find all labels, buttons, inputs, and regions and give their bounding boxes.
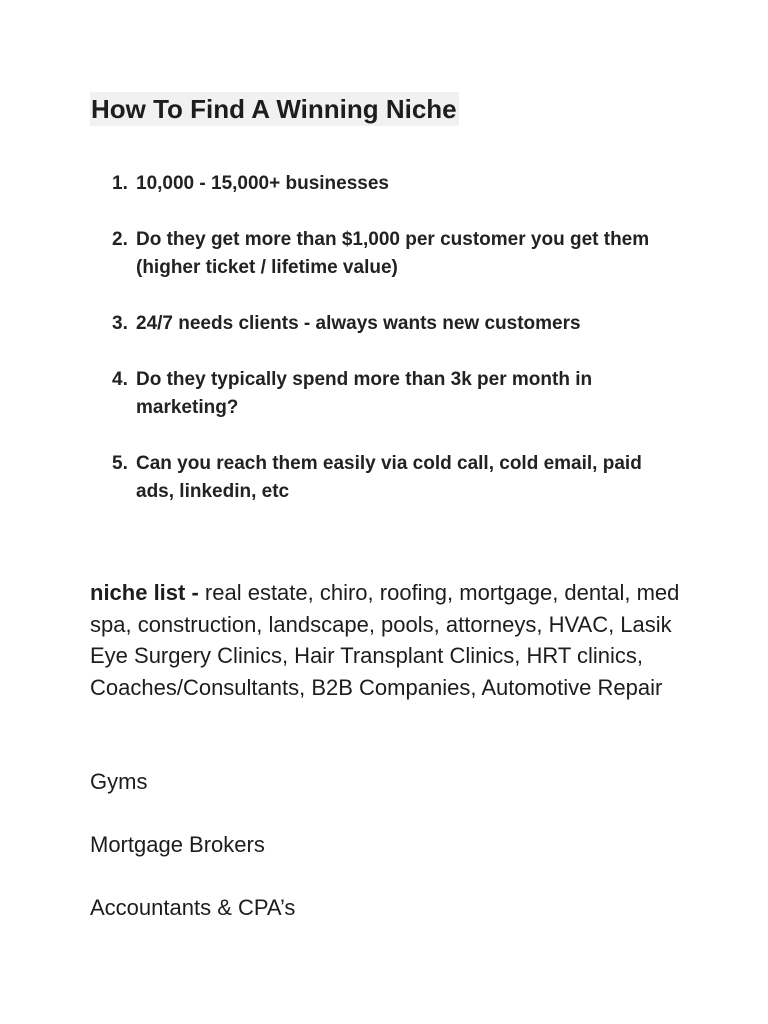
page-title: How To Find A Winning Niche bbox=[91, 94, 457, 124]
list-item-text: 24/7 needs clients - always wants new customers bbox=[136, 313, 581, 334]
list-item bbox=[112, 226, 672, 282]
list-item-number: 4. bbox=[112, 369, 128, 390]
list-item-number: 1. bbox=[112, 173, 128, 194]
list-item-text: 10,000 - 15,000+ businesses bbox=[136, 173, 389, 194]
niche-list-text: real estate, chiro, roofing, mortgage, dental, med spa, construction, landscape, pools, attorneys, HVAC, Lasik Eye Surgery Clinics, Hair Transplant Clinics, HRT clinics, Coaches/Consultants, B2B Companies, Automotive Repair bbox=[90, 580, 680, 700]
niche-list-label: niche list - bbox=[90, 580, 199, 605]
niche-accountants: Accountants & CPA’s bbox=[90, 895, 296, 920]
list-item bbox=[112, 310, 672, 338]
list-item bbox=[112, 450, 672, 506]
list-item-text: Do they typically spend more than 3k per month in marketing? bbox=[136, 369, 593, 418]
list-item bbox=[112, 170, 672, 198]
niche-gyms: Gyms bbox=[90, 769, 148, 794]
niche-list-paragraph bbox=[90, 577, 690, 703]
list-item-text: Do they get more than $1,000 per customer you get them (higher ticket / lifetime value) bbox=[136, 229, 650, 278]
criteria-list bbox=[112, 170, 672, 534]
list-item-number: 2. bbox=[112, 229, 128, 250]
list-item-number: 3. bbox=[112, 313, 128, 334]
list-item bbox=[112, 366, 672, 422]
list-item-number: 5. bbox=[112, 453, 128, 474]
niche-mortgage-brokers: Mortgage Brokers bbox=[90, 832, 265, 857]
list-item-text: Can you reach them easily via cold call, cold email, paid ads, linkedin, etc bbox=[136, 453, 642, 502]
